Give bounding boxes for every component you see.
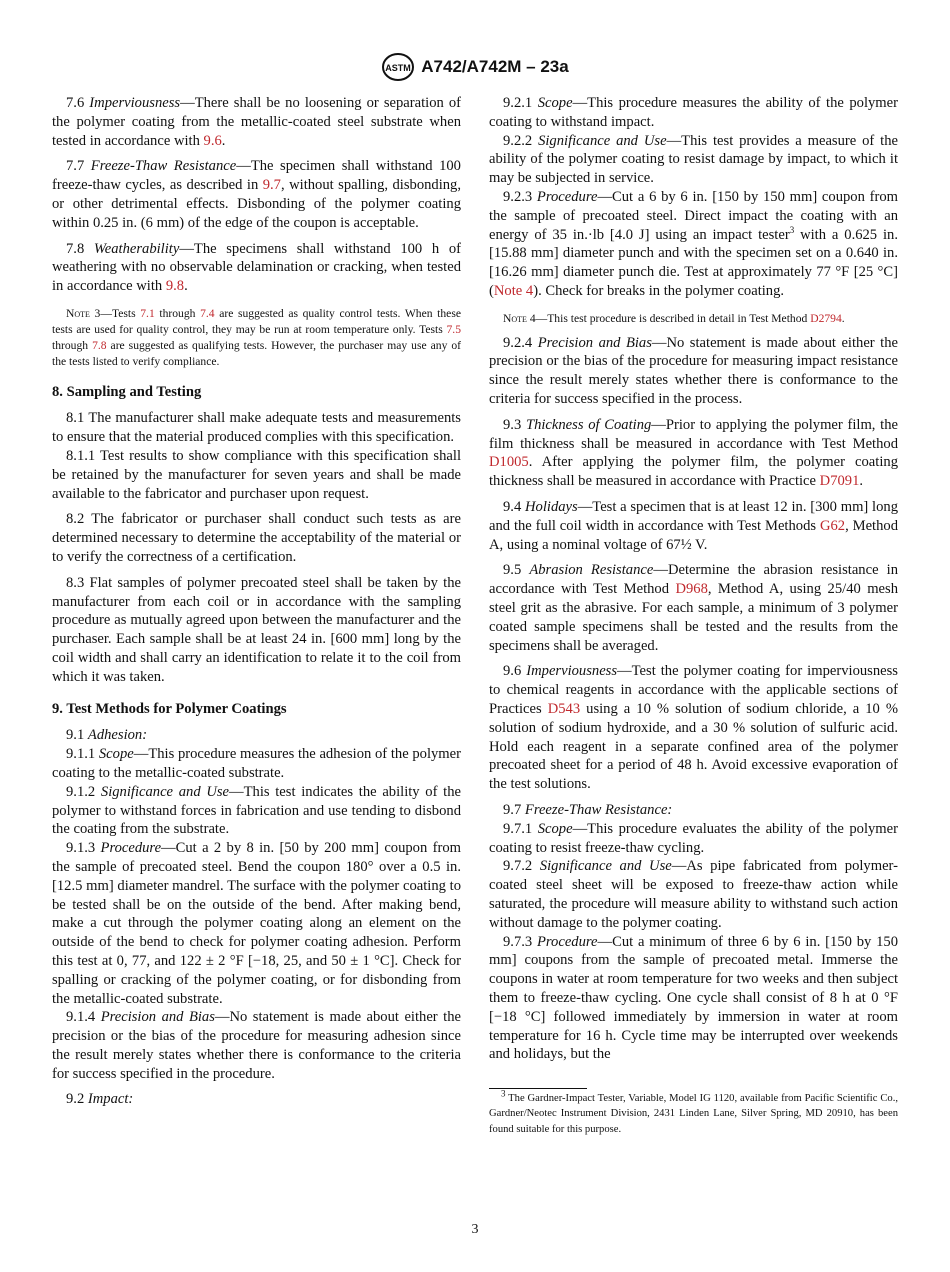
ref-d543[interactable]: D543 — [547, 701, 581, 718]
right-column — [489, 94, 898, 1137]
clause-9-7-2: 9.7.2 Significance and Use—As pipe fabricated from polymer-coated steel sheet will be exposed to freeze-thaw action while saturated, the procedure will measure ability to withstand such action without damage to the polymer coating. — [489, 858, 898, 931]
clause-9-2-4: 9.2.4 Precision and Bias—No statement is made about either the precision or the bias of the procedure for measuring impact resistance since the result merely states whether there is conformance to the criteria for success specified in the process. — [489, 334, 898, 408]
clause-9-6: 9.6 Imperviousness—Test the polymer coating for imperviousness to chemical reagents in accordance with the applicable sections of Practices D543 using a 10 % solution of sodium chloride, a 10 % solution of sodium hydroxide, and a 30 % solution of sulfuric acid. Hold each reagent in a separate confined area of the polymer precoated sheet for a period of 48 h. Avoid excessive evaporation of the test solutions. — [489, 663, 899, 793]
ref-g62[interactable]: G62 — [819, 517, 846, 534]
document-designation: A742/A742M – 23a — [421, 57, 569, 76]
note-3: Note 3—Tests 7.1 through 7.4 are suggested as quality control tests. When these tests are used for quality control, they may be run at room temperature only. Tests 7.5 through 7.8 are suggested as qualifying tests. However, the purchaser may use any of the tests listed to verify compliance. — [52, 306, 462, 368]
left-column — [52, 94, 461, 1109]
clause-7-8: 7.8 Weatherability—The specimens shall withstand 100 h of weathering with no observable delamination or cracking, when tested in accordance with 9.8. — [52, 240, 462, 295]
ref-note-4[interactable]: Note 4 — [493, 282, 534, 299]
clause-9-1: 9.1 Adhesion: — [66, 727, 148, 744]
clause-9-1-4: 9.1.4 Precision and Bias—No statement is made about either the precision or the bias of the procedure for measuring adhesion since the result merely states whether there is conformance to the criteria for success specified in the procedure. — [52, 1009, 461, 1082]
clause-9-7-1: 9.7.1 Scope—This procedure evaluates the ability of the polymer coating to resist freeze-thaw cycling. — [489, 820, 898, 856]
ref-7-1[interactable]: 7.1 — [140, 306, 155, 320]
ref-7-8[interactable]: 7.8 — [92, 338, 107, 352]
clause-9-2-2: 9.2.2 Significance and Use—This test provides a measure of the ability of the polymer coating to resist damage by impact, to which it may be subjected in service. — [489, 132, 898, 187]
clause-8-1-1: 8.1.1 Test results to show compliance with this specification shall be retained by the manufacturer for seven years and shall be made available to the fabricator and purchaser upon request. — [52, 447, 461, 502]
section-heading-8: 8. Sampling and Testing — [52, 383, 202, 400]
ref-7-5[interactable]: 7.5 — [446, 322, 461, 336]
clause-7-7: 7.7 Freeze-Thaw Resistance—The specimen shall withstand 100 freeze-thaw cycles, as described in 9.7, without spalling, disbonding, or other detrimental effects. Disbonding of the polymer coating within 0.25 in. (6 mm) of the edge of the coupon is acceptable. — [52, 158, 462, 231]
ref-d1005[interactable]: D1005 — [489, 454, 529, 471]
page-header — [0, 52, 950, 82]
clause-8-2: 8.2 The fabricator or purchaser shall conduct such tests as are determined necessary to determine the acceptability of the material or to verify the correctness of a certification. — [52, 511, 461, 565]
clause-9-4: 9.4 Holidays—Test a specimen that is at least 12 in. [300 mm] long and the full coil width in accordance with Test Methods G62, Method A, using a nominal voltage of 67½ V. — [489, 499, 899, 553]
footnote-3: $^3$ The Gardner-Impact Tester, Variable, Model IG 1120, available from Pacific Scientific Co., Gardner/Neotec Instrument Division, 2431 Linden Lane, Silver Spring, MD 20910, has been found suitable for this purpose. — [489, 1088, 898, 1135]
ref-9-7[interactable]: 9.7 — [262, 177, 281, 194]
clause-9-1-1: 9.1.1 Scope—This procedure measures the adhesion of the polymer coating to the metallic-coated substrate. — [52, 746, 461, 781]
clause-9-2: 9.2 Impact: — [66, 1091, 134, 1108]
page-number: 3 — [471, 1222, 479, 1237]
section-heading-9: 9. Test Methods for Polymer Coatings — [52, 700, 287, 717]
footnote-marker-3[interactable]: 3 — [789, 224, 795, 235]
ref-d2794[interactable]: D2794 — [810, 311, 842, 325]
clause-9-1-2: 9.1.2 Significance and Use—This test indicates the ability of the polymer to withstand forces in fabrication and use tending to disbond the coating from the substrate. — [52, 783, 461, 838]
astm-logo — [381, 52, 415, 82]
clause-9-2-3: 9.2.3 Procedure—Cut a 6 by 6 in. [150 by 150 mm] coupon from the sample of precoated steel. Direct impact the coating with an energy of 35 in.·lb [4.0 J] using an impact tester$^3$ with a 0.625 in. [15.88 mm] diameter punch and with the specimen set on a 0.640 in. [16.26 mm] diameter punch die. Test at approximately 77 °F [25 °C] (Note 4). Check for breaks in the polymer coating. — [489, 188, 898, 299]
clause-9-3: 9.3 Thickness of Coating—Prior to applying the polymer film, the film thickness shall be measured in accordance with Test Method D1005. After applying the polymer film, the polymer coating thickness shall be measured in accordance with Practice D7091. — [489, 416, 898, 490]
ref-9-6[interactable]: 9.6 — [203, 132, 222, 149]
clause-8-1: 8.1 The manufacturer shall make adequate tests and measurements to ensure that the material produced complies with this specification. — [52, 410, 461, 446]
ref-7-4[interactable]: 7.4 — [200, 306, 215, 320]
clause-9-7: 9.7 Freeze-Thaw Resistance: — [503, 802, 673, 818]
ref-9-8[interactable]: 9.8 — [165, 278, 185, 295]
clause-9-2-1: 9.2.1 Scope—This procedure measures the ability of the polymer coating to withstand impact. — [489, 95, 898, 130]
svg-text:ASTM: ASTM — [385, 63, 412, 73]
ref-d968[interactable]: D968 — [675, 581, 708, 598]
note-4: Note 4—This test procedure is described in detail in Test Method D2794. — [503, 311, 845, 325]
clause-7-6: 7.6 Imperviousness—There shall be no loosening or separation of the polymer coating from the metallic-coated steel substrate when tested in accordance with 9.6. — [52, 95, 461, 149]
clause-9-5: 9.5 Abrasion Resistance—Determine the abrasion resistance in accordance with Test Method D968, Method A, using 25/40 mesh steel grit as the abrasive. For each sample, a minimum of 3 polymer coated sample specimens shall be tested and the results from the specimens shall be averaged. — [489, 562, 899, 654]
clause-9-1-3: 9.1.3 Procedure—Cut a 2 by 8 in. [50 by 200 mm] coupon from the sample of precoated steel. Bend the coupon 180° over a 0.5 in. [12.5 mm] diameter mandrel. The surface with the polymer coating to be tested shall be on the outside of the bend. After making bend, make a cut through the polymer coating along an element on the outside of the bend to check for polymer coating adhesion. Perform this test at 0, 77, and 122 ± 2 °F [−18, 25, and 50 ± 1 °C]. Check for spalling or cracking of the polymer coating, or for disbonding from the metallic-coated substrate. — [52, 840, 461, 1007]
ref-d7091[interactable]: D7091 — [819, 473, 860, 490]
clause-8-3: 8.3 Flat samples of polymer precoated steel shall be taken by the manufacturer from each coil or in accordance with the sampling procedure as mutually agreed upon between the manufacturer and the purchaser. Each sample shall be at least 24 in. [600 mm] long by the coil width and shall carry an identification to relate it to the coil from which it was taken. — [52, 574, 461, 685]
clause-9-7-3: 9.7.3 Procedure—Cut a minimum of three 6 by 6 in. [150 by 150 mm] coupons from the sample of precoated metal. Immerse the coupons in water at room temperature for two weeks and then subject them to freeze-thaw cycling. One cycle shall consist of 8 h at 0 °F [−18 °C] followed immediately by immersion in water at room temperature for 16 h. Cycle time may be interrupted over weekends and holidays, but the — [489, 933, 898, 1063]
